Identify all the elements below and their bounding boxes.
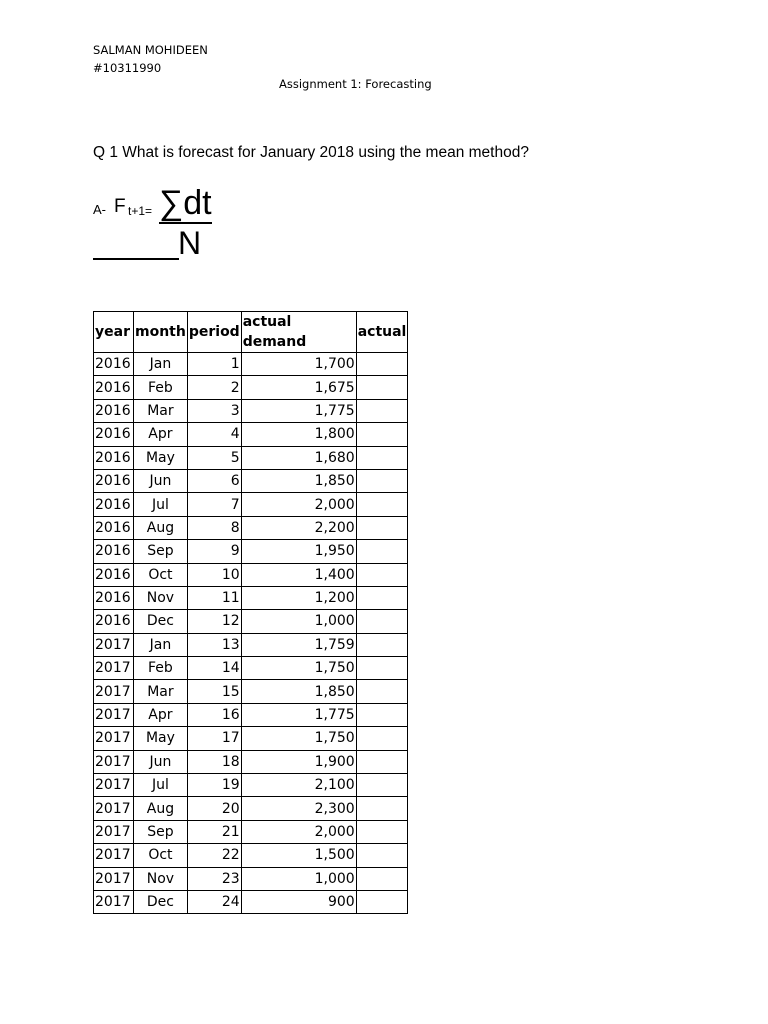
- cell-year: 2016: [94, 469, 134, 492]
- student-id: #10311990: [93, 61, 162, 75]
- cell-actual: [356, 469, 408, 492]
- cell-actual-demand: 2,300: [241, 797, 356, 820]
- cell-period: 1: [187, 353, 241, 376]
- cell-month: Apr: [134, 703, 188, 726]
- table-row: [94, 469, 408, 492]
- cell-actual: [356, 774, 408, 797]
- table-row: [94, 890, 408, 913]
- cell-actual: [356, 727, 408, 750]
- cell-actual: [356, 493, 408, 516]
- cell-period: 22: [187, 844, 241, 867]
- cell-actual: [356, 586, 408, 609]
- table-row: [94, 750, 408, 773]
- table-row: [94, 820, 408, 843]
- cell-actual-demand: 1,850: [241, 469, 356, 492]
- table-row: [94, 633, 408, 656]
- table-row: [94, 376, 408, 399]
- column-header-year: year: [94, 312, 134, 353]
- cell-actual-demand: 1,759: [241, 633, 356, 656]
- cell-period: 23: [187, 867, 241, 890]
- cell-month: Oct: [134, 563, 188, 586]
- cell-month: Nov: [134, 586, 188, 609]
- document-title: Assignment 1: Forecasting: [279, 77, 432, 91]
- cell-year: 2017: [94, 703, 134, 726]
- cell-actual: [356, 680, 408, 703]
- cell-year: 2017: [94, 750, 134, 773]
- cell-period: 21: [187, 820, 241, 843]
- formula-numerator: ∑dt: [159, 184, 212, 222]
- cell-actual-demand: 1,200: [241, 586, 356, 609]
- cell-month: Mar: [134, 680, 188, 703]
- cell-actual-demand: 1,000: [241, 610, 356, 633]
- formula-forecast-symbol: F: [114, 196, 126, 217]
- cell-actual-demand: 1,775: [241, 399, 356, 422]
- cell-year: 2016: [94, 563, 134, 586]
- cell-year: 2016: [94, 446, 134, 469]
- cell-year: 2016: [94, 399, 134, 422]
- cell-period: 16: [187, 703, 241, 726]
- cell-month: Jun: [134, 469, 188, 492]
- cell-period: 15: [187, 680, 241, 703]
- cell-year: 2017: [94, 633, 134, 656]
- cell-month: May: [134, 727, 188, 750]
- cell-actual-demand: 1,850: [241, 680, 356, 703]
- cell-actual-demand: 900: [241, 890, 356, 913]
- cell-period: 18: [187, 750, 241, 773]
- cell-year: 2016: [94, 540, 134, 563]
- cell-actual-demand: 2,000: [241, 493, 356, 516]
- cell-actual: [356, 797, 408, 820]
- cell-year: 2017: [94, 774, 134, 797]
- cell-year: 2016: [94, 586, 134, 609]
- cell-month: Sep: [134, 540, 188, 563]
- cell-period: 13: [187, 633, 241, 656]
- cell-actual-demand: 1,400: [241, 563, 356, 586]
- cell-actual: [356, 633, 408, 656]
- cell-month: Jul: [134, 774, 188, 797]
- cell-month: Jan: [134, 633, 188, 656]
- cell-actual: [356, 703, 408, 726]
- table-row: [94, 586, 408, 609]
- table-row: [94, 493, 408, 516]
- table-row: [94, 399, 408, 422]
- table-row: [94, 680, 408, 703]
- cell-actual: [356, 657, 408, 680]
- cell-actual: [356, 844, 408, 867]
- formula-denominator: N: [178, 225, 202, 261]
- cell-actual: [356, 353, 408, 376]
- cell-period: 9: [187, 540, 241, 563]
- cell-year: 2016: [94, 376, 134, 399]
- cell-month: Nov: [134, 867, 188, 890]
- cell-year: 2017: [94, 844, 134, 867]
- table-row: [94, 516, 408, 539]
- cell-period: 7: [187, 493, 241, 516]
- cell-year: 2017: [94, 797, 134, 820]
- question-text: Q 1 What is forecast for January 2018 using the mean method?: [93, 144, 529, 161]
- cell-actual-demand: 1,500: [241, 844, 356, 867]
- cell-year: 2017: [94, 657, 134, 680]
- table-body: [94, 353, 408, 914]
- cell-year: 2016: [94, 423, 134, 446]
- cell-actual: [356, 610, 408, 633]
- cell-actual: [356, 750, 408, 773]
- cell-year: 2017: [94, 890, 134, 913]
- cell-actual-demand: 1,675: [241, 376, 356, 399]
- table-row: [94, 774, 408, 797]
- cell-actual: [356, 540, 408, 563]
- column-header-month: month: [134, 312, 188, 353]
- cell-actual-demand: 1,900: [241, 750, 356, 773]
- cell-actual: [356, 563, 408, 586]
- cell-period: 19: [187, 774, 241, 797]
- cell-month: Apr: [134, 423, 188, 446]
- cell-actual-demand: 1,775: [241, 703, 356, 726]
- table-row: [94, 446, 408, 469]
- cell-period: 14: [187, 657, 241, 680]
- cell-actual-demand: 2,000: [241, 820, 356, 843]
- table-row: [94, 353, 408, 376]
- cell-actual-demand: 1,680: [241, 446, 356, 469]
- cell-period: 10: [187, 563, 241, 586]
- cell-actual-demand: 1,750: [241, 727, 356, 750]
- table-row: [94, 727, 408, 750]
- cell-month: Dec: [134, 890, 188, 913]
- cell-period: 3: [187, 399, 241, 422]
- cell-actual: [356, 867, 408, 890]
- cell-period: 4: [187, 423, 241, 446]
- table-row: [94, 657, 408, 680]
- cell-actual: [356, 820, 408, 843]
- cell-month: May: [134, 446, 188, 469]
- cell-actual: [356, 446, 408, 469]
- cell-period: 17: [187, 727, 241, 750]
- cell-actual-demand: 1,700: [241, 353, 356, 376]
- cell-actual-demand: 1,950: [241, 540, 356, 563]
- table-row: [94, 610, 408, 633]
- cell-period: 5: [187, 446, 241, 469]
- cell-period: 24: [187, 890, 241, 913]
- cell-actual: [356, 890, 408, 913]
- formula-fraction-line: [93, 258, 179, 260]
- cell-period: 11: [187, 586, 241, 609]
- table-row: [94, 540, 408, 563]
- table-row: [94, 844, 408, 867]
- cell-month: Feb: [134, 657, 188, 680]
- table-row: [94, 703, 408, 726]
- cell-actual: [356, 516, 408, 539]
- column-header-actual-demand: actual demand: [241, 312, 356, 353]
- cell-period: 2: [187, 376, 241, 399]
- cell-period: 8: [187, 516, 241, 539]
- cell-actual-demand: 1,000: [241, 867, 356, 890]
- cell-month: Dec: [134, 610, 188, 633]
- table-row: [94, 797, 408, 820]
- table-header-row: [94, 312, 408, 353]
- demand-table: [93, 311, 408, 914]
- cell-month: Aug: [134, 516, 188, 539]
- cell-month: Oct: [134, 844, 188, 867]
- cell-year: 2017: [94, 680, 134, 703]
- cell-month: Jul: [134, 493, 188, 516]
- table-row: [94, 423, 408, 446]
- cell-month: Aug: [134, 797, 188, 820]
- cell-period: 6: [187, 469, 241, 492]
- table-row: [94, 867, 408, 890]
- cell-actual: [356, 399, 408, 422]
- cell-month: Jun: [134, 750, 188, 773]
- author-name: SALMAN MOHIDEEN: [93, 43, 208, 57]
- cell-year: 2017: [94, 820, 134, 843]
- cell-year: 2016: [94, 610, 134, 633]
- cell-actual-demand: 1,750: [241, 657, 356, 680]
- cell-year: 2017: [94, 727, 134, 750]
- cell-period: 12: [187, 610, 241, 633]
- cell-period: 20: [187, 797, 241, 820]
- formula-subscript: t+1=: [128, 204, 153, 218]
- column-header-actual: actual: [356, 312, 408, 353]
- column-header-period: period: [187, 312, 241, 353]
- cell-actual-demand: 1,800: [241, 423, 356, 446]
- table-row: [94, 563, 408, 586]
- cell-year: 2016: [94, 353, 134, 376]
- cell-actual: [356, 376, 408, 399]
- cell-actual: [356, 423, 408, 446]
- cell-actual-demand: 2,100: [241, 774, 356, 797]
- cell-year: 2016: [94, 516, 134, 539]
- cell-month: Jan: [134, 353, 188, 376]
- cell-actual-demand: 2,200: [241, 516, 356, 539]
- cell-year: 2016: [94, 493, 134, 516]
- cell-month: Mar: [134, 399, 188, 422]
- formula-prefix: A-: [93, 202, 106, 217]
- cell-year: 2017: [94, 867, 134, 890]
- cell-month: Sep: [134, 820, 188, 843]
- cell-month: Feb: [134, 376, 188, 399]
